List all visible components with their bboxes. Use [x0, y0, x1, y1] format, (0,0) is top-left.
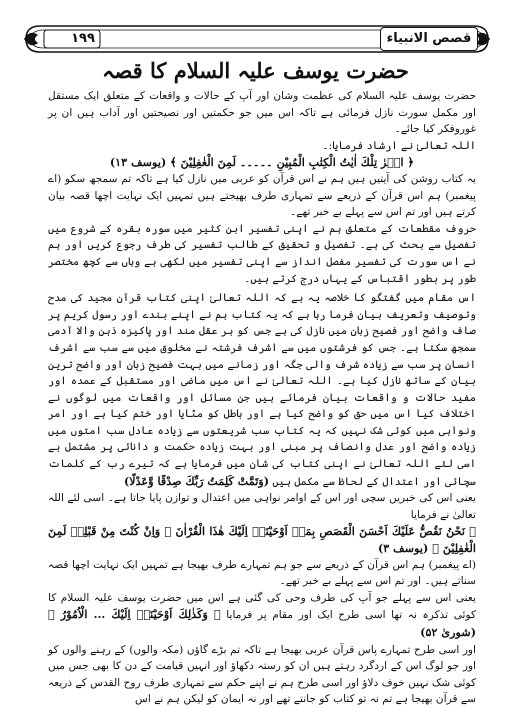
paragraph-before-this-text: یعنی اس سے پہلے جو آپ کی طرف وحی کی گئی ہے اس میں حضرت یوسف علیہ السلام کا کوئی تذکرہ نہ تھا اسی طرح ایک اور مقام پر فرمایا — [48, 591, 476, 622]
paragraph-translation-1: یہ کتاب روشن کی آیتیں ہیں ہم نے اس قرآن کو عربی میں نازل کیا ہے تاکہ تم سمجھ سکو (اے پیغمبر) ہم اس قرآن کے ذریعے سے تمہاری طرف بھیجتے ہیں تمہیں ایک نہایت اچھا قصہ بیان کرتے ہیں اور تم اس سے پہلے بے خبر تھے۔ — [48, 172, 476, 219]
quran-verse-shura-52: ﴿ وَكَذٰلِكَ اَوْحَيْنَاۤ اِلَيْكَ ... الْاُمُوْرُ ﴾ (شوریٰ ۵۲) — [48, 607, 476, 639]
page-number: ۱۹۹ — [71, 31, 95, 46]
paragraph-before-this — [48, 590, 476, 642]
quran-inline-verse: (وَتَمَّتْ كَلِمَتُ رَبِّكَ صِدْقًا وَّعَدْلًا) — [124, 473, 270, 488]
paragraph-translation-2: (اے پیغمبر) ہم اس قرآن کے ذریعے سے جو ہم تمہارے طرف بھیجا ہے تمہیں ایک نہایت اچھا قصہ سناتے ہیں۔ اور تم اس سے پہلے بے خبر تھے۔ — [48, 558, 476, 588]
running-title: قصص الانبیاء — [380, 27, 478, 51]
paragraph-translation-3: اور اسی طرح تمہارے پاس قرآن عربی بھیجا ہے تاکہ تم بڑے گاؤں (مکہ والوں) کے رہنے والوں کو اور جو لوگ اس کے اردگرد رہتے ہیں ان کو رستہ دکھاؤ اور انہیں قیامت کے دن کا بھی جس میں کوئی شک نہیں خوف دلاؤ اور اسی طرح ہم نے اپنے حکم سے تمہاری طرف روح القدس کے ذریعہ سے قرآن بھیجا ہے تم نہ تو کتاب کو جانتے تھے اور نہ ایمان کو لیکن ہم نے اس — [48, 643, 476, 706]
page-header — [22, 22, 492, 56]
paragraph-news-truth: یعنی اس کی خبریں سچی اور اس کے اوامر نواہی میں اعتدال و توازن پایا جاتا ہے۔ اسی لئے اللہ تعالیٰ نے فرمایا — [48, 492, 476, 521]
paragraph-huruf-muqattaat: حروف مقطعات کے متعلق ہم نے اپنی تفسیر ابن کثیر میں سورہ بقرہ کے شروع میں تفصیل سے بحث کی ہے۔ تفصیل و تحقیق کے طالب تفسیر کی طرف رجوع کریں اور ہم نے اس سورت کی تفسیر مفصل انداز سے اپنی تفسیر میں لکھی ہے وہاں سے کچھ مختصر طور پر بطور اقتباس کے یہاں درج کرتے ہیں۔ — [48, 222, 476, 285]
quran-verse-yusuf-1-3: ﴿ الۤرٰ تِلْكَ اٰيٰتُ الْكِتٰبِ الْمُبِيْنِ ۔۔۔۔۔ لَمِنَ الْغٰفِلِيْنَ ﴾ (یوسف ۱۳) — [109, 155, 415, 170]
body-text — [48, 88, 476, 708]
paragraph-intro: حضرت یوسف علیہ السلام کی عظمت وشان اور آپ کے حالات و واقعات کے متعلق ایک مستقل اور مکمل سورت نازل فرمائی ہے تاکہ اس میں جو حکمتیں اور نصیحتیں اور آداب ہیں ان پر غوروفکر کیا جائے۔ — [48, 90, 476, 136]
chapter-title: حضرت یوسف علیہ السلام کا قصہ — [102, 58, 409, 83]
paragraph-allah-said: اللہ تعالیٰ نے ارشاد فرمایا:۔ — [322, 139, 476, 152]
quran-verse-yusuf-3: ﴿ نَحْنُ نَقُصُّ عَلَيْكَ اَحْسَنَ الْقَصَصِ بِمَاۤ اَوْحَيْنَاۤ اِلَيْكَ هٰذَا الْقُرْاٰنَ ۖ وَاِنْ كُنْتَ مِنْ قَبْلِهٖ لَمِنَ الْغٰفِلِيْنَ ﴾ (یوسف ۳) — [48, 524, 476, 556]
paragraph-summary-text: اس مقام میں گفتگو کا خلاصہ یہ ہے کہ اللہ تعالیٰ اپنی کتاب قرآن مجید کی مدح وتوصیف وتعریف بیان فرما رہا ہے کہ یہ کتاب ہم نے اپنے بندے اور رسول کریم پر صاف واضح اور فصیح زبان میں نازل کی ہے جس کو ہر عقل مند اور پاکیزہ ذہن والا آدمی سمجھ سکتا ہے۔ جس کو فرشتوں میں سے اشرف فرشتہ نے مخلوق میں سے سب سے اشرف انسان پر سب سے زیادہ شرف والی جگہ اور زمانے میں بہت فصیح زبان اور واضح ترین بیان کے ساتھ نازل کیا ہے۔ اللہ تعالیٰ نے اس میں ماضی اور مستقبل کے عمدہ اور مفید حالات و واقعات بیان فرمائے ہیں جن مسائل اور واقعات میں لوگوں نے اختلاف کیا اس میں حق کو واضح کیا ہے اور باطل کو مٹایا اور ختم کیا ہے اور امر ونواہی میں کوئی شک نہیں کہ یہ کتاب سب شریعتوں سے زیادہ عادل سب امتوں میں زیادہ واضح اور عدل وانصاف پر مبنی اور بہت زیادہ حکمت و دانائی پر مشتمل ہے اسی لئے اللہ تعالیٰ نے اپنی کتاب کی شان میں فرمایا ہے کہ تیرے رب کے کلمات سچائی اور اعتدال کے لحاظ سے مکمل ہیں — [48, 292, 476, 488]
paragraph-summary — [48, 290, 476, 490]
